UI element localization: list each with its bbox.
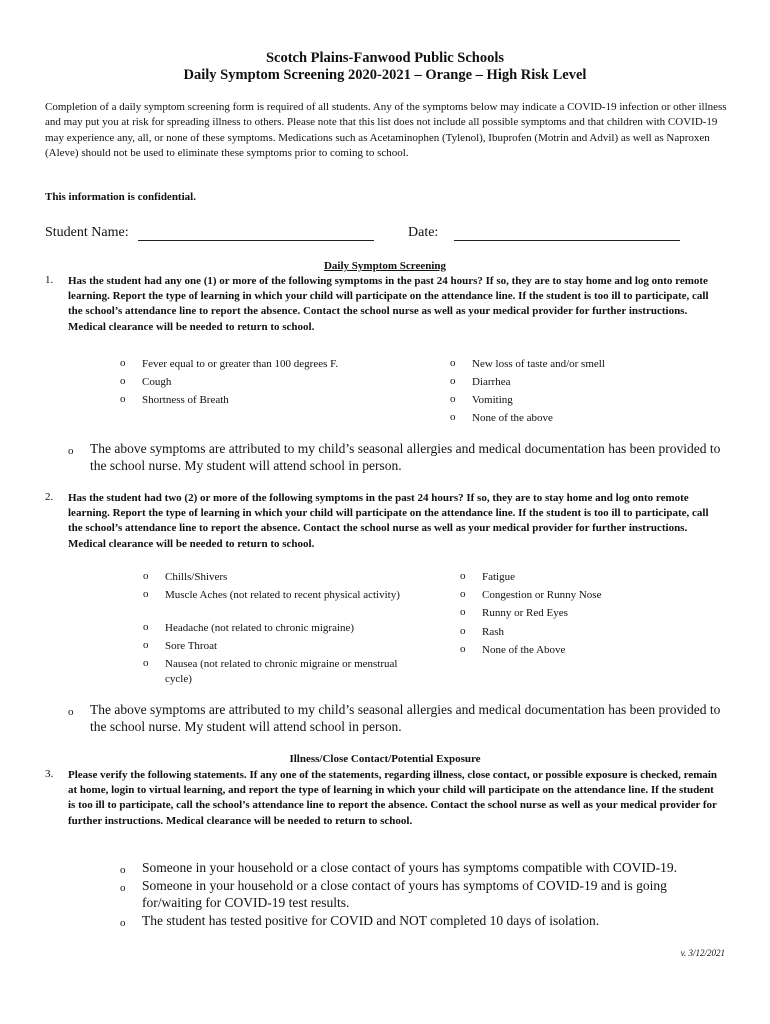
symptom-option[interactable]: o None of the above <box>450 411 553 424</box>
form-title: Daily Symptom Screening 2020-2021 – Orange – High Risk Level <box>183 67 587 83</box>
checkbox-circle-icon[interactable]: o <box>460 643 466 655</box>
checkbox-circle-icon[interactable]: o <box>143 657 149 669</box>
checkbox-circle-icon[interactable]: o <box>120 393 126 405</box>
checkbox-circle-icon[interactable]: o <box>143 570 149 582</box>
symptom-option[interactable]: o Cough <box>120 375 172 388</box>
date-label: Date: <box>408 225 439 240</box>
question3-number: 3. <box>45 768 54 780</box>
checkbox-circle-icon[interactable]: o <box>68 445 74 457</box>
symptom-option[interactable]: o Fatigue <box>460 570 515 583</box>
district-title: Scotch Plains-Fanwood Public Schools <box>265 50 505 66</box>
section3-heading: Illness/Close Contact/Potential Exposure <box>289 753 481 765</box>
checkbox-circle-icon[interactable]: o <box>450 375 456 387</box>
checkbox-circle-icon[interactable]: o <box>450 357 456 369</box>
checkbox-circle-icon[interactable]: o <box>120 357 126 369</box>
exposure-statement-option[interactable]: o Someone in your household or a close contact of yours has symptoms of COVID-19 and is going for/waiting for COVID-19 test results. <box>120 878 667 910</box>
symptom-option[interactable]: o Vomiting <box>450 393 513 406</box>
symptom-option[interactable]: o Nausea (not related to chronic migraine or menstrual cycle) <box>143 657 398 685</box>
checkbox-circle-icon[interactable]: o <box>450 411 456 423</box>
symptom-option[interactable]: o Fever equal to or greater than 100 degrees F. <box>120 357 339 370</box>
question3-text: Please verify the following statements. If any one of the statements, regarding illness, close contact, or possible exposure is checked, remain at home, login to virtual learning, and report the type of learning in which your child will participate on the attendance line. If the student is too ill to participate, call the school’s attendance line to report the absence. Contact the school nurse as well as your medical provider for further instructions. Medical clearance will be needed to return to school. <box>68 769 718 827</box>
intro-paragraph: Completion of a daily symptom screening form is required of all students. Any of the symptoms below may indicate a COVID-19 infection or other illness and may put you at risk for spreading illness to others. Please note that this list does not include all possible symptoms and that children with COVID-19 may experience any, all, or none of these symptoms. Medications such as Acetaminophen (Tylenol), Ibuprofen (Motrin and Advil) as well as Naproxen (Aleve) should not be used to eliminate these symptoms prior to coming to school. <box>45 101 727 160</box>
question2-number: 2. <box>45 491 54 503</box>
symptom-option[interactable]: o Shortness of Breath <box>120 393 229 406</box>
checkbox-circle-icon[interactable]: o <box>143 639 149 651</box>
checkbox-circle-icon[interactable]: o <box>450 393 456 405</box>
symptom-option[interactable]: o Muscle Aches (not related to recent physical activity) <box>143 588 400 601</box>
symptom-option[interactable]: o New loss of taste and/or smell <box>450 357 605 370</box>
question1-number: 1. <box>45 274 54 286</box>
checkbox-circle-icon[interactable]: o <box>143 588 149 600</box>
version-footer: v. 3/12/2021 <box>680 948 725 958</box>
checkbox-circle-icon[interactable]: o <box>120 375 126 387</box>
section1-heading: Daily Symptom Screening <box>323 260 447 272</box>
checkbox-circle-icon[interactable]: o <box>460 588 466 600</box>
checkbox-circle-icon[interactable]: o <box>143 621 149 633</box>
symptom-option[interactable]: o Chills/Shivers <box>143 570 228 583</box>
checkbox-circle-icon[interactable]: o <box>460 606 466 618</box>
symptom-option[interactable]: o Sore Throat <box>143 639 218 652</box>
question2-text: Has the student had two (2) or more of the following symptoms in the past 24 hours? If so, they are to stay home and log onto remote learning. Report the type of learning in which your child will participate on the attendance line. If the student is too ill to participate, call the school’s attendance line to report the absence. Contact the school nurse as well as your medical provider for further instructions. Medical clearance will be needed to return to school. <box>68 492 709 550</box>
checkbox-circle-icon[interactable]: o <box>120 864 126 876</box>
symptom-option[interactable]: o None of the Above <box>460 643 566 656</box>
checkbox-circle-icon[interactable]: o <box>460 625 466 637</box>
checkbox-circle-icon[interactable]: o <box>120 917 126 929</box>
confidential-notice: This information is confidential. <box>45 191 196 203</box>
checkbox-circle-icon[interactable]: o <box>120 882 126 894</box>
symptom-option[interactable]: o Headache (not related to chronic migraine) <box>143 621 355 634</box>
exposure-statement-option[interactable]: o The student has tested positive for COVID and NOT completed 10 days of isolation. <box>120 913 720 930</box>
student-name-label: Student Name: <box>45 225 129 240</box>
symptom-option[interactable]: o Runny or Red Eyes <box>460 606 568 619</box>
checkbox-circle-icon[interactable]: o <box>460 570 466 582</box>
exposure-statement-option[interactable]: o Someone in your household or a close contact of yours has symptoms compatible with COVID-19. <box>120 860 720 877</box>
symptom-option[interactable]: o Congestion or Runny Nose <box>460 588 602 601</box>
symptom-option[interactable]: o Diarrhea <box>450 375 511 388</box>
allergy-attestation-option[interactable]: o The above symptoms are attributed to my child’s seasonal allergies and medical documentation has been provided to the school nurse. My student will attend school in person. <box>68 441 721 473</box>
student-name-field[interactable] <box>138 240 374 241</box>
question1-text: Has the student had any one (1) or more of the following symptoms in the past 24 hours? If so, they are to stay home and log onto remote learning. Report the type of learning in which your child will participate on the attendance line. If the student is too ill to participate, call the school’s attendance line to report the absence. Contact the school nurse as well as your medical provider for further instructions. Medical clearance will be needed to return to school. <box>68 275 709 333</box>
symptom-option[interactable]: o Rash <box>460 625 504 638</box>
allergy-attestation-option[interactable]: o The above symptoms are attributed to my child’s seasonal allergies and medical documentation has been provided to the school nurse. My student will attend school in person. <box>68 702 721 734</box>
date-field[interactable] <box>454 240 680 241</box>
checkbox-circle-icon[interactable]: o <box>68 706 74 718</box>
